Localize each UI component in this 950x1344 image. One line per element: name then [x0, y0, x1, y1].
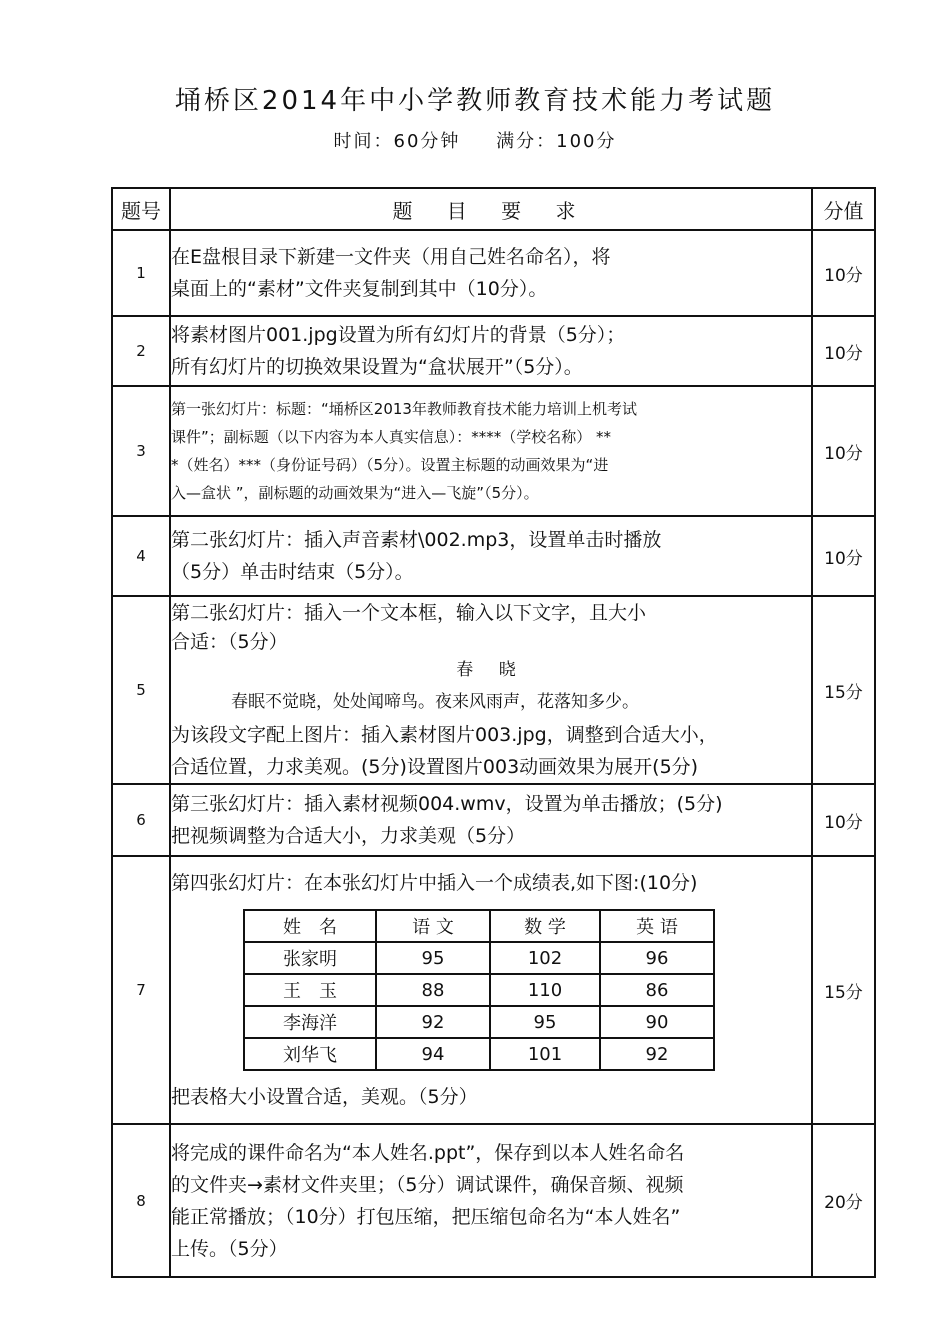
exam-full-score: 满分：100分	[496, 131, 617, 152]
question-points: 10分	[812, 316, 875, 386]
table-row	[112, 230, 875, 316]
question-points: 10分	[812, 386, 875, 516]
requirement-line: 第二张幻灯片：插入一个文本框，输入以下文字，且大小	[171, 602, 647, 624]
exam-time: 时间：60分钟	[333, 131, 461, 152]
question-requirement	[170, 316, 812, 386]
score-chinese: 92	[376, 1006, 490, 1038]
table-row	[112, 856, 875, 1124]
exam-subtitle	[0, 127, 950, 153]
score-table	[243, 909, 715, 1071]
score-english: 92	[600, 1038, 714, 1070]
table-row	[112, 1124, 875, 1277]
question-number: 2	[112, 316, 170, 386]
requirement-line: 第四张幻灯片：在本张幻灯片中插入一个成绩表,如下图:(10分)	[171, 872, 698, 894]
requirement-line: 第一张幻灯片：标题：“埇桥区2013年教师教育技术能力培训上机考试	[171, 400, 637, 418]
score-english: 96	[600, 942, 714, 974]
requirement-line: 在E盘根目录下新建一文件夹（用自己姓名命名），将	[171, 246, 611, 268]
question-number: 7	[112, 856, 170, 1124]
score-math: 102	[490, 942, 600, 974]
score-english: 86	[600, 974, 714, 1006]
poem-title: 春 晓	[456, 660, 526, 680]
requirement-line: 所有幻灯片的切换效果设置为“盒状展开”（5分）。	[171, 356, 583, 378]
requirement-line: 第三张幻灯片：插入素材视频004.wmv，设置为单击播放；(5分)	[171, 793, 723, 815]
requirement-line: 课件”；副标题（以下内容为本人真实信息）：****（学校名称） **	[171, 428, 612, 446]
student-name: 刘华飞	[244, 1038, 376, 1070]
score-math: 95	[490, 1006, 600, 1038]
score-row	[244, 1006, 714, 1038]
requirement-line: 为该段文字配上图片：插入素材图片003.jpg，调整到合适大小，	[171, 724, 718, 746]
exam-table-header	[112, 188, 875, 230]
score-row	[244, 942, 714, 974]
score-english: 90	[600, 1006, 714, 1038]
question-requirement	[170, 856, 812, 1124]
header-requirement: 题 目 要 求	[170, 188, 812, 230]
question-points: 10分	[812, 230, 875, 316]
header-points: 分值	[812, 188, 875, 230]
question-requirement	[170, 386, 812, 516]
requirement-line: （5分）单击时结束（5分）。	[171, 561, 414, 583]
requirement-line: 将完成的课件命名为“本人姓名.ppt”，保存到以本人姓名命名	[171, 1141, 685, 1164]
requirement-line: 上传。（5分）	[171, 1237, 288, 1260]
question-requirement	[170, 784, 812, 856]
requirement-line: 第二张幻灯片：插入声音素材\002.mp3，设置单击时播放	[171, 529, 662, 551]
score-chinese: 94	[376, 1038, 490, 1070]
score-table-header	[244, 910, 714, 942]
table-row	[112, 516, 875, 596]
requirement-line: 桌面上的“素材”文件夹复制到其中（10分）。	[171, 278, 548, 300]
question-requirement	[170, 1124, 812, 1277]
question-number: 4	[112, 516, 170, 596]
student-name: 李海洋	[244, 1006, 376, 1038]
question-requirement	[170, 230, 812, 316]
requirement-line: 把视频调整为合适大小，力求美观（5分）	[171, 825, 526, 847]
requirement-line: 的文件夹→素材文件夹里；（5分）调试课件，确保音频、视频	[171, 1173, 684, 1196]
score-header-math: 数 学	[490, 910, 600, 942]
table-row	[112, 784, 875, 856]
score-header-name: 姓 名	[244, 910, 376, 942]
question-number: 1	[112, 230, 170, 316]
score-header-chinese: 语 文	[376, 910, 490, 942]
requirement-line: 合适：（5分）	[171, 631, 288, 653]
requirement-line: 合适位置，力求美观。(5分)设置图片003动画效果为展开(5分)	[171, 756, 699, 778]
table-row	[112, 316, 875, 386]
score-header-english: 英 语	[600, 910, 714, 942]
question-points: 15分	[812, 856, 875, 1124]
score-row	[244, 974, 714, 1006]
score-chinese: 88	[376, 974, 490, 1006]
table-row	[112, 386, 875, 516]
question-points: 15分	[812, 596, 875, 784]
exam-title: 埇桥区2014年中小学教师教育技术能力考试题	[174, 86, 776, 116]
student-name: 王 玉	[244, 974, 376, 1006]
question-requirement	[170, 596, 812, 784]
score-row	[244, 1038, 714, 1070]
question-number: 6	[112, 784, 170, 856]
requirement-line: 把表格大小设置合适，美观。（5分）	[171, 1086, 478, 1108]
score-math: 110	[490, 974, 600, 1006]
requirement-line: 将素材图片001.jpg设置为所有幻灯片的背景（5分）；	[171, 324, 626, 346]
poem-text: 春眠不觉晓，处处闻啼鸟。夜来风雨声，花落知多少。	[231, 692, 639, 712]
question-number: 8	[112, 1124, 170, 1277]
requirement-line: *（姓名）***（身份证号码）（5分）。设置主标题的动画效果为“进	[171, 456, 609, 474]
exam-table	[111, 187, 876, 1278]
requirement-line: 能正常播放；（10分）打包压缩，把压缩包命名为“本人姓名”	[171, 1205, 681, 1228]
table-row	[112, 596, 875, 784]
score-math: 101	[490, 1038, 600, 1070]
question-number: 3	[112, 386, 170, 516]
question-points: 10分	[812, 516, 875, 596]
question-number: 5	[112, 596, 170, 784]
question-points: 10分	[812, 784, 875, 856]
header-num: 题号	[112, 188, 170, 230]
student-name: 张家明	[244, 942, 376, 974]
question-points: 20分	[812, 1124, 875, 1277]
score-chinese: 95	[376, 942, 490, 974]
requirement-line: 入—盒状 ”，副标题的动画效果为“进入—飞旋”（5分）。	[171, 484, 539, 502]
question-requirement	[170, 516, 812, 596]
